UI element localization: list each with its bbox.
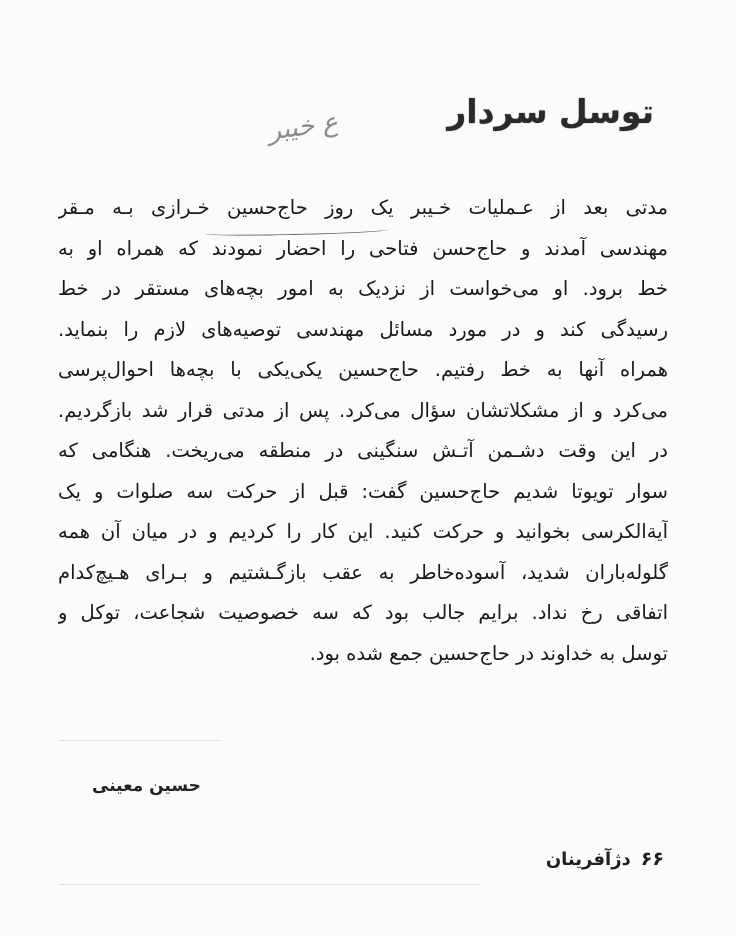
body-line: در این وقت دشـمن آتـش سنگینی در منطقه می‌ریخت. هنگامی که <box>58 439 668 462</box>
body-line: می‌کرد و از مشکلاتشان سؤال می‌کرد. پس از مدتی قرار شد بازگردیم. <box>58 398 668 422</box>
book-title: دژآفرینان <box>545 849 631 870</box>
body-line: مدتی بعد از عـملیات خـیبر یک روز حاج‌حسین خـرازی بـه مـقر <box>58 196 668 219</box>
article-body <box>58 188 668 674</box>
body-line: گلوله‌باران شدید، آسوده‌خاطر به عقب بازگـشتیم و بـرای هـیچ‌کدام <box>58 560 668 584</box>
scan-noise-line <box>60 884 480 885</box>
author-name: حسین معینی <box>92 776 201 796</box>
body-line: خط برود. او می‌خواست از نزدیک به امور بچه‌های مستقر در خط <box>58 277 668 300</box>
page-footer <box>546 848 664 870</box>
scan-noise-line <box>60 740 220 741</box>
body-line: اتفاقی رخ نداد. برایم جالب بود که سه خصوصیت شجاعت، توکل و <box>58 601 668 624</box>
article-title: توسل سردار <box>447 92 654 131</box>
body-line: آیة‌الکرسی بخوانید و حرکت کنید. این کار را کردیم و در میان آن همه <box>58 520 668 543</box>
body-line: توسل به خداوند در حاج‌حسین جمع شده بود. <box>309 641 668 665</box>
body-line: رسیدگی کند و در مورد مسائل مهندسی توصیه‌های لازم را بنماید. <box>58 317 668 341</box>
body-line: مهندسی آمدند و حاج‌حسن فتاحی را احضار نمودند که همراه او به <box>58 236 668 260</box>
page-number: ۶۶ <box>640 848 664 870</box>
handwritten-note: ع خیبر <box>266 107 340 147</box>
body-line: همراه آنها به خط رفتیم. حاج‌حسین یکی‌یکی با بچه‌ها احوال‌پرسی <box>58 358 668 381</box>
body-line: سوار تویوتا شدیم حاج‌حسین گفت: قبل از حرکت سه صلوات و یک <box>58 479 668 503</box>
